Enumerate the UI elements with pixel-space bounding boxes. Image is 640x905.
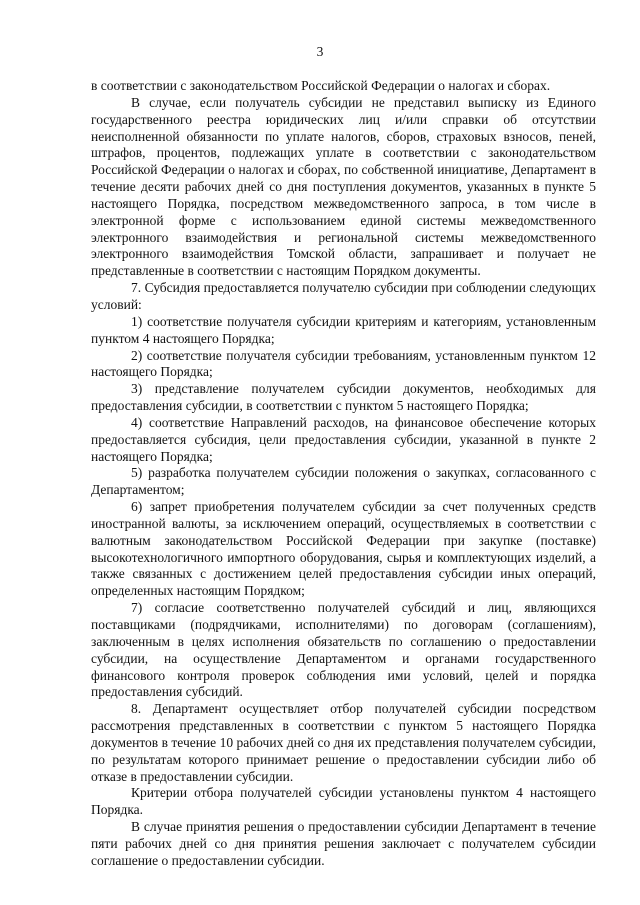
- list-item-condition-2: 2) соответствие получателя субсидии требованиям, установленным пунктом 12 настоящего Порядка;: [91, 347, 596, 380]
- list-item-condition-5: 5) разработка получателем субсидии положения о закупках, согласованного с Департаментом;: [91, 465, 596, 498]
- page-number: 3: [316, 44, 324, 59]
- list-item-condition-6: 6) запрет приобретения получателем субсидии за счет полученных средств иностранной валюты, за исключением операций, осуществляемых в соответствии с валютным законодательством Российской Федерации при закупке (поставке) высокотехнологичного импортного оборудования, сырья и комплектующих изделий, а также связанных с достижением целей предоставления субсидии иных операций, определенных настоящим Порядком;: [91, 499, 596, 599]
- list-item-condition-3: 3) представление получателем субсидии документов, необходимых для предоставления субсидии, в соответствии с пунктом 5 настоящего Порядка;: [91, 381, 596, 414]
- paragraph-clause-7: 7. Субсидия предоставляется получателю субсидии при соблюдении следующих условий:: [91, 280, 596, 312]
- paragraph-agreement: В случае принятия решения о предоставлении субсидии Департамент в течение пяти рабочих дней со дня принятия решения заключает с получателем субсидии соглашение о предоставлении субсидии.: [91, 819, 596, 868]
- paragraph-clause-8: 8. Департамент осуществляет отбор получателей субсидии посредством рассмотрения представленных в соответствии с пунктом 5 настоящего Порядка документов в течение 10 рабочих дней со дня их представления получателем субсидии, по результатам которого принимает решение о предоставлении субсидии либо об отказе в предоставлении субсидии.: [91, 701, 596, 784]
- list-item-condition-4: 4) соответствие Направлений расходов, на финансовое обеспечение которых предоставляется субсидия, цели предоставления субсидии, указанной в пункте 2 настоящего Порядка;: [91, 414, 596, 464]
- list-item-condition-1: 1) соответствие получателя субсидии критериям и категориям, установленным пунктом 4 настоящего Порядка;: [91, 313, 596, 346]
- paragraph-selection-criteria: Критерии отбора получателей субсидии установлены пунктом 4 настоящего Порядка.: [91, 785, 596, 818]
- list-item-condition-7: 7) согласие соответственно получателей субсидий и лиц, являющихся поставщиками (подрядчиками, исполнителями) по договорам (соглашениям), заключенным в целях исполнения обязательств по соглашению о предоставлении субсидии, на осуществление Департаментом и органами государственного финансового контроля проверок соблюдения ими условий, целей и порядка предоставления субсидий.: [91, 600, 596, 700]
- paragraph-continuation: в соответствии с законодательством Российской Федерации о налогах и сборах.: [91, 78, 551, 93]
- paragraph-egrul-request: В случае, если получатель субсидии не представил выписку из Единого государственного реестра юридических лиц и/или справки об отсутствии неисполненной обязанности по уплате налогов, сборов, страховых взносов, пеней, штрафов, процентов, подлежащих уплате в соответствии с законодательством Российской Федерации о налогах и сборах, по собственной инициативе, Департамент в течение десяти рабочих дней со дня поступления документов, указанных в пункте 5 настоящего Порядка, посредством межведомственного запроса, в том числе в электронной форме с использованием единой системы межведомственного электронного взаимодействия и региональной системы межведомственного электронного взаимодействия Томской области, запрашивает и получает не представленные в соответствии с настоящим Порядком документы.: [91, 94, 596, 279]
- document-body: [91, 78, 596, 870]
